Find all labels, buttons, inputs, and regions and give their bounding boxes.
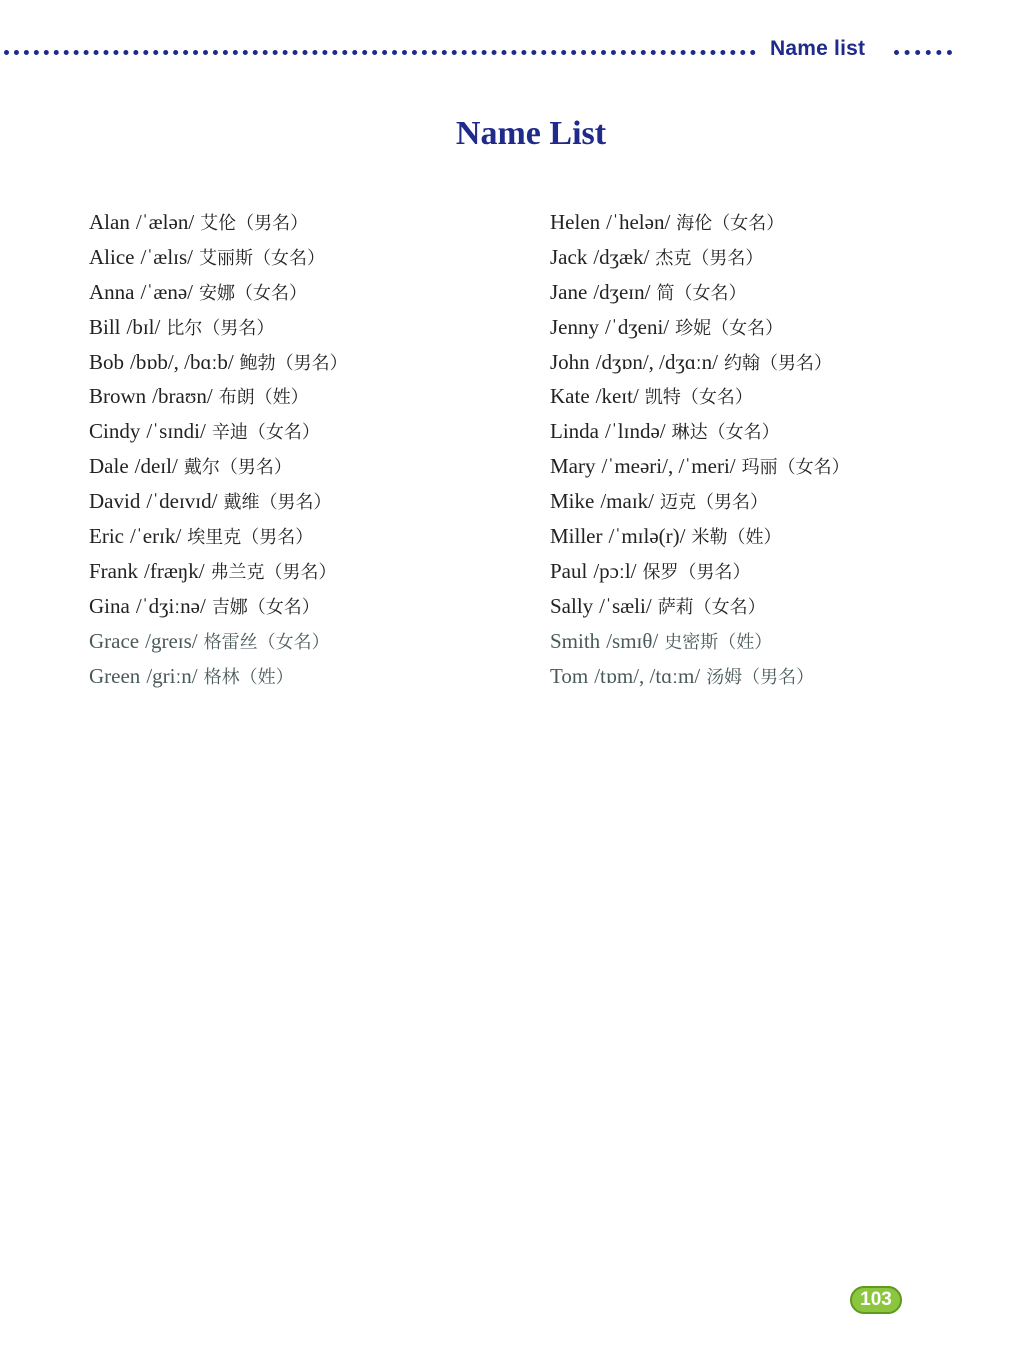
entry-chinese: 玛丽（女名） bbox=[741, 457, 850, 479]
entry-name: Kate bbox=[550, 384, 590, 409]
entry-chinese: 艾丽斯（女名） bbox=[199, 247, 325, 269]
entry-chinese: 珍妮（女名） bbox=[675, 317, 784, 339]
entry-pronunciation: /smɪθ/ bbox=[606, 628, 659, 653]
name-entry bbox=[550, 310, 850, 345]
name-entry bbox=[89, 205, 348, 240]
entry-pronunciation: /ˈsæli/ bbox=[599, 593, 652, 618]
name-entry bbox=[550, 554, 850, 589]
dotted-rule-right bbox=[894, 50, 952, 55]
name-list-right-column bbox=[550, 205, 850, 693]
entry-pronunciation: /ˈænə/ bbox=[140, 279, 193, 304]
name-entry bbox=[89, 554, 348, 589]
entry-pronunciation: /maɪk/ bbox=[600, 489, 654, 514]
entry-name: John bbox=[550, 349, 590, 374]
name-entry bbox=[89, 449, 348, 484]
page-title: Name List bbox=[455, 115, 607, 152]
entry-chinese: 凯特（女名） bbox=[644, 387, 753, 409]
entry-chinese: 汤姆（男名） bbox=[706, 666, 815, 688]
entry-chinese: 鲍勃（男名） bbox=[239, 352, 348, 374]
name-entry bbox=[550, 345, 850, 380]
entry-name: Bob bbox=[89, 349, 125, 374]
entry-pronunciation: /ˈsɪndi/ bbox=[146, 419, 206, 444]
name-entry bbox=[89, 624, 348, 659]
entry-pronunciation: /fræŋk/ bbox=[144, 558, 205, 583]
entry-pronunciation: /ˈmeəri/, /ˈmeri/ bbox=[601, 454, 736, 479]
entry-pronunciation: /ˈdeɪvɪd/ bbox=[146, 489, 218, 514]
running-header bbox=[0, 30, 1024, 70]
entry-pronunciation: /bɒb/, /bɑːb/ bbox=[130, 349, 234, 374]
entry-chinese: 迈克（男名） bbox=[660, 492, 768, 514]
entry-pronunciation: /ˈlɪndə/ bbox=[604, 419, 666, 444]
name-entry bbox=[89, 379, 348, 414]
name-entry bbox=[89, 240, 348, 275]
entry-pronunciation: /bɪl/ bbox=[126, 314, 161, 339]
entry-chinese: 埃里克（男名） bbox=[187, 527, 314, 549]
entry-name: Jane bbox=[550, 279, 588, 304]
entry-name: Linda bbox=[550, 419, 599, 444]
entry-pronunciation: /dʒeɪn/ bbox=[593, 279, 651, 304]
dotted-rule-left bbox=[4, 50, 756, 55]
name-entry bbox=[89, 310, 348, 345]
entry-name: Mike bbox=[550, 489, 595, 514]
entry-name: Sally bbox=[550, 593, 594, 618]
running-head-label: Name list bbox=[770, 37, 866, 60]
entry-chinese: 格林（姓） bbox=[203, 666, 294, 688]
name-entry bbox=[89, 589, 348, 624]
name-entry bbox=[550, 275, 850, 310]
entry-chinese: 简（女名） bbox=[656, 282, 747, 304]
entry-pronunciation: /deɪl/ bbox=[134, 454, 178, 479]
name-entry bbox=[89, 345, 348, 380]
entry-chinese: 弗兰克（男名） bbox=[210, 561, 337, 583]
entry-chinese: 比尔（男名） bbox=[166, 317, 275, 339]
name-entry bbox=[550, 659, 850, 694]
entry-pronunciation: /ˈhelən/ bbox=[606, 210, 671, 234]
entry-name: Smith bbox=[550, 628, 601, 653]
name-entry bbox=[89, 484, 348, 519]
entry-chinese: 艾伦（男名） bbox=[200, 213, 309, 234]
entry-chinese: 约翰（男名） bbox=[723, 352, 832, 374]
entry-pronunciation: /ˈælɪs/ bbox=[140, 244, 193, 269]
entry-chinese: 布朗（姓） bbox=[218, 387, 309, 409]
entry-name: Miller bbox=[550, 524, 603, 549]
entry-chinese: 米勒（姓） bbox=[691, 527, 782, 549]
name-entry bbox=[550, 519, 850, 554]
entry-name: Cindy bbox=[89, 419, 141, 444]
entry-pronunciation: /ˈerɪk/ bbox=[129, 524, 182, 549]
name-entry bbox=[89, 519, 348, 554]
entry-pronunciation: /ˈdʒiːnə/ bbox=[135, 593, 206, 618]
name-entry bbox=[550, 414, 850, 449]
entry-pronunciation: /tɒm/, /tɑːm/ bbox=[594, 663, 701, 688]
entry-pronunciation: /pɔːl/ bbox=[593, 558, 637, 583]
entry-name: Paul bbox=[550, 558, 588, 583]
entry-name: Alice bbox=[89, 244, 135, 269]
name-entry bbox=[550, 240, 850, 275]
entry-pronunciation: /ˈælən/ bbox=[135, 210, 195, 234]
page-number-badge: 103 bbox=[850, 1286, 902, 1314]
name-entry bbox=[89, 414, 348, 449]
name-list-left-column bbox=[89, 205, 348, 693]
entry-chinese: 戴尔（男名） bbox=[183, 457, 292, 479]
entry-name: David bbox=[89, 489, 141, 514]
entry-chinese: 杰克（男名） bbox=[655, 247, 764, 269]
entry-pronunciation: /greɪs/ bbox=[145, 628, 198, 653]
name-entry bbox=[550, 589, 850, 624]
entry-name: Mary bbox=[550, 454, 596, 479]
name-entry bbox=[89, 659, 348, 694]
entry-pronunciation: /braʊn/ bbox=[152, 384, 213, 409]
entry-name: Helen bbox=[550, 210, 601, 234]
entry-name: Jenny bbox=[550, 314, 599, 339]
name-entry bbox=[550, 624, 850, 659]
entry-name: Dale bbox=[89, 454, 129, 479]
entry-chinese: 安娜（女名） bbox=[199, 282, 307, 304]
name-entry bbox=[550, 205, 850, 240]
entry-name: Bill bbox=[89, 314, 121, 339]
entry-pronunciation: /keɪt/ bbox=[595, 384, 639, 409]
entry-name: Grace bbox=[89, 628, 140, 653]
entry-chinese: 辛迪（女名） bbox=[211, 422, 320, 444]
entry-chinese: 戴维（男名） bbox=[223, 492, 332, 514]
name-entry bbox=[89, 275, 348, 310]
entry-name: Brown bbox=[89, 384, 147, 409]
entry-chinese: 萨莉（女名） bbox=[657, 596, 766, 618]
entry-name: Anna bbox=[89, 279, 135, 304]
entry-name: Alan bbox=[89, 210, 130, 234]
entry-chinese: 吉娜（女名） bbox=[211, 596, 320, 618]
entry-name: Tom bbox=[550, 663, 589, 688]
entry-name: Gina bbox=[89, 593, 130, 618]
entry-chinese: 保罗（男名） bbox=[642, 561, 751, 583]
entry-name: Frank bbox=[89, 558, 138, 583]
entry-pronunciation: /ˈmɪlə(r)/ bbox=[608, 524, 686, 549]
entry-pronunciation: /ˈdʒeni/ bbox=[605, 314, 670, 339]
name-entry bbox=[550, 449, 850, 484]
entry-name: Green bbox=[89, 663, 141, 688]
entry-name: Jack bbox=[550, 244, 588, 269]
entry-chinese: 海伦（女名） bbox=[676, 213, 785, 234]
name-entry bbox=[550, 379, 850, 414]
entry-pronunciation: /griːn/ bbox=[146, 663, 198, 688]
entry-pronunciation: /dʒæk/ bbox=[593, 244, 650, 269]
entry-chinese: 史密斯（姓） bbox=[664, 631, 773, 653]
entry-chinese: 格雷丝（女名） bbox=[203, 631, 330, 653]
entry-chinese: 琳达（女名） bbox=[671, 422, 780, 444]
entry-name: Eric bbox=[89, 524, 124, 549]
entry-pronunciation: /dʒɒn/, /dʒɑːn/ bbox=[595, 349, 718, 374]
name-entry bbox=[550, 484, 850, 519]
